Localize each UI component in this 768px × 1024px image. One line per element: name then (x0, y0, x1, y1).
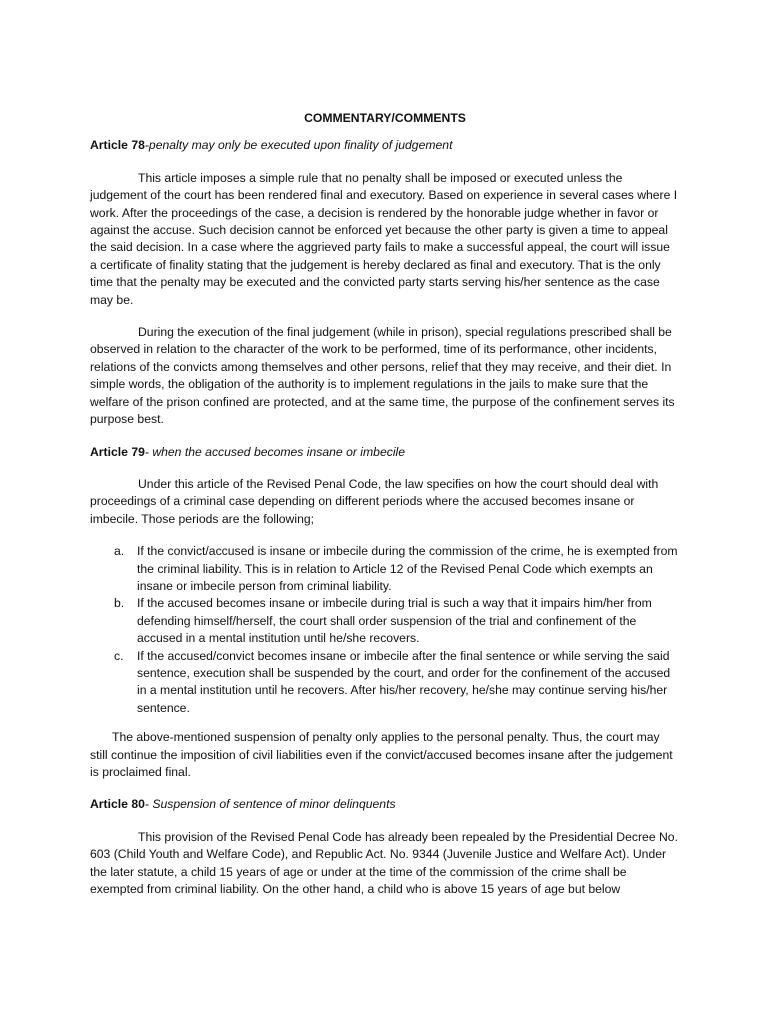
article-78-paragraph-2: During the execution of the final judgement (while in prison), special regulations prescribed shall be observed in relation to the character of the work to be performed, time of its performance, other incidents, relations of the convicts among themselves and other persons, relief that they may receive, and their diet. In simple words, the obligation of the authority is to implement regulations in the jails to make sure that the welfare of the prison confined are protected, and at the same time, the purpose of the confinement serves its purpose best. (90, 325, 675, 427)
article-78-label: Article 78 (90, 138, 145, 153)
document-page (90, 110, 680, 913)
article-80-description: - Suspension of sentence of minor delinquents (144, 797, 396, 812)
article-80-heading (90, 796, 680, 813)
list-item-text: If the accused becomes insane or imbecile during trial is such a way that it impairs him/her from defending himself/herself, the court shall order suspension of the trial and confinement of the accused in a mental institution until he/she recovers. (137, 596, 652, 646)
list-item (90, 543, 680, 595)
list-item-text: If the convict/accused is insane or imbecile during the commission of the crime, he is exempted from the criminal liability. This is in relation to Article 12 of the Revised Penal Code which exempts an insane or imbecile person from criminal liability. (137, 544, 678, 593)
article-80-paragraph-1: This provision of the Revised Penal Code has already been repealed by the Presidential Decree No. 603 (Child Youth and Welfare Code), and Republic Act. No. 9344 (Juvenile Justice and Welfare Act). Under the later statute, a child 15 years of age or under at the time of the commission of the crime shall be exempted from criminal liability. On the other hand, a child who is above 15 years of age but below (90, 829, 678, 897)
article-78-heading (90, 137, 680, 154)
article-79-description: - when the accused becomes insane or imbecile (144, 444, 406, 459)
page-title: COMMENTARY/COMMENTS (304, 111, 466, 125)
list-marker: a. (114, 544, 125, 559)
list-marker: b. (114, 596, 125, 611)
list-item-text: If the accused/convict becomes insane or imbecile after the final sentence or while serving the said sentence, execution shall be suspended by the court, and order for the confinement of the accused in a mental institution until he recovers. After his/her recovery, he/she may continue serving his/her sentence. (137, 648, 671, 715)
list-marker: c. (114, 648, 124, 663)
article-79-paragraph-1: Under this article of the Revised Penal Code, the law specifies on how the court should deal with proceedings of a criminal case depending on different periods where the accused becomes insane or imbecile. Those periods are the following; (90, 476, 659, 526)
article-80-label: Article 80 (90, 797, 145, 812)
article-79-list (90, 543, 680, 717)
article-79-heading (90, 444, 680, 461)
list-item (90, 595, 680, 647)
article-78-paragraph-1: This article imposes a simple rule that no penalty shall be imposed or executed unless the judgement of the court has been rendered final and executory. Based on experience in several cases where I work. After the proceedings of the case, a decision is rendered by the honorable judge whether in favor or against the accuse. Such decision cannot be enforced yet because the other party is given a time to appeal the said decision. In a case where the aggrieved party fails to make a successful appeal, the court will issue a certificate of finality stating that the judgement is hereby declared as final and executory. That is the only time that the penalty may be executed and the convicted party starts serving his/her sentence as the case may be. (90, 170, 678, 307)
list-item (90, 648, 680, 718)
article-79-paragraph-2: The above-mentioned suspension of penalty only applies to the personal penalty. Thus, the court may still continue the imposition of civil liabilities even if the convict/accused becomes insane after the judgement is proclaimed final. (90, 730, 673, 779)
article-79-label: Article 79 (90, 444, 145, 459)
article-78-description: -penalty may only be executed upon finality of judgement (144, 138, 453, 153)
